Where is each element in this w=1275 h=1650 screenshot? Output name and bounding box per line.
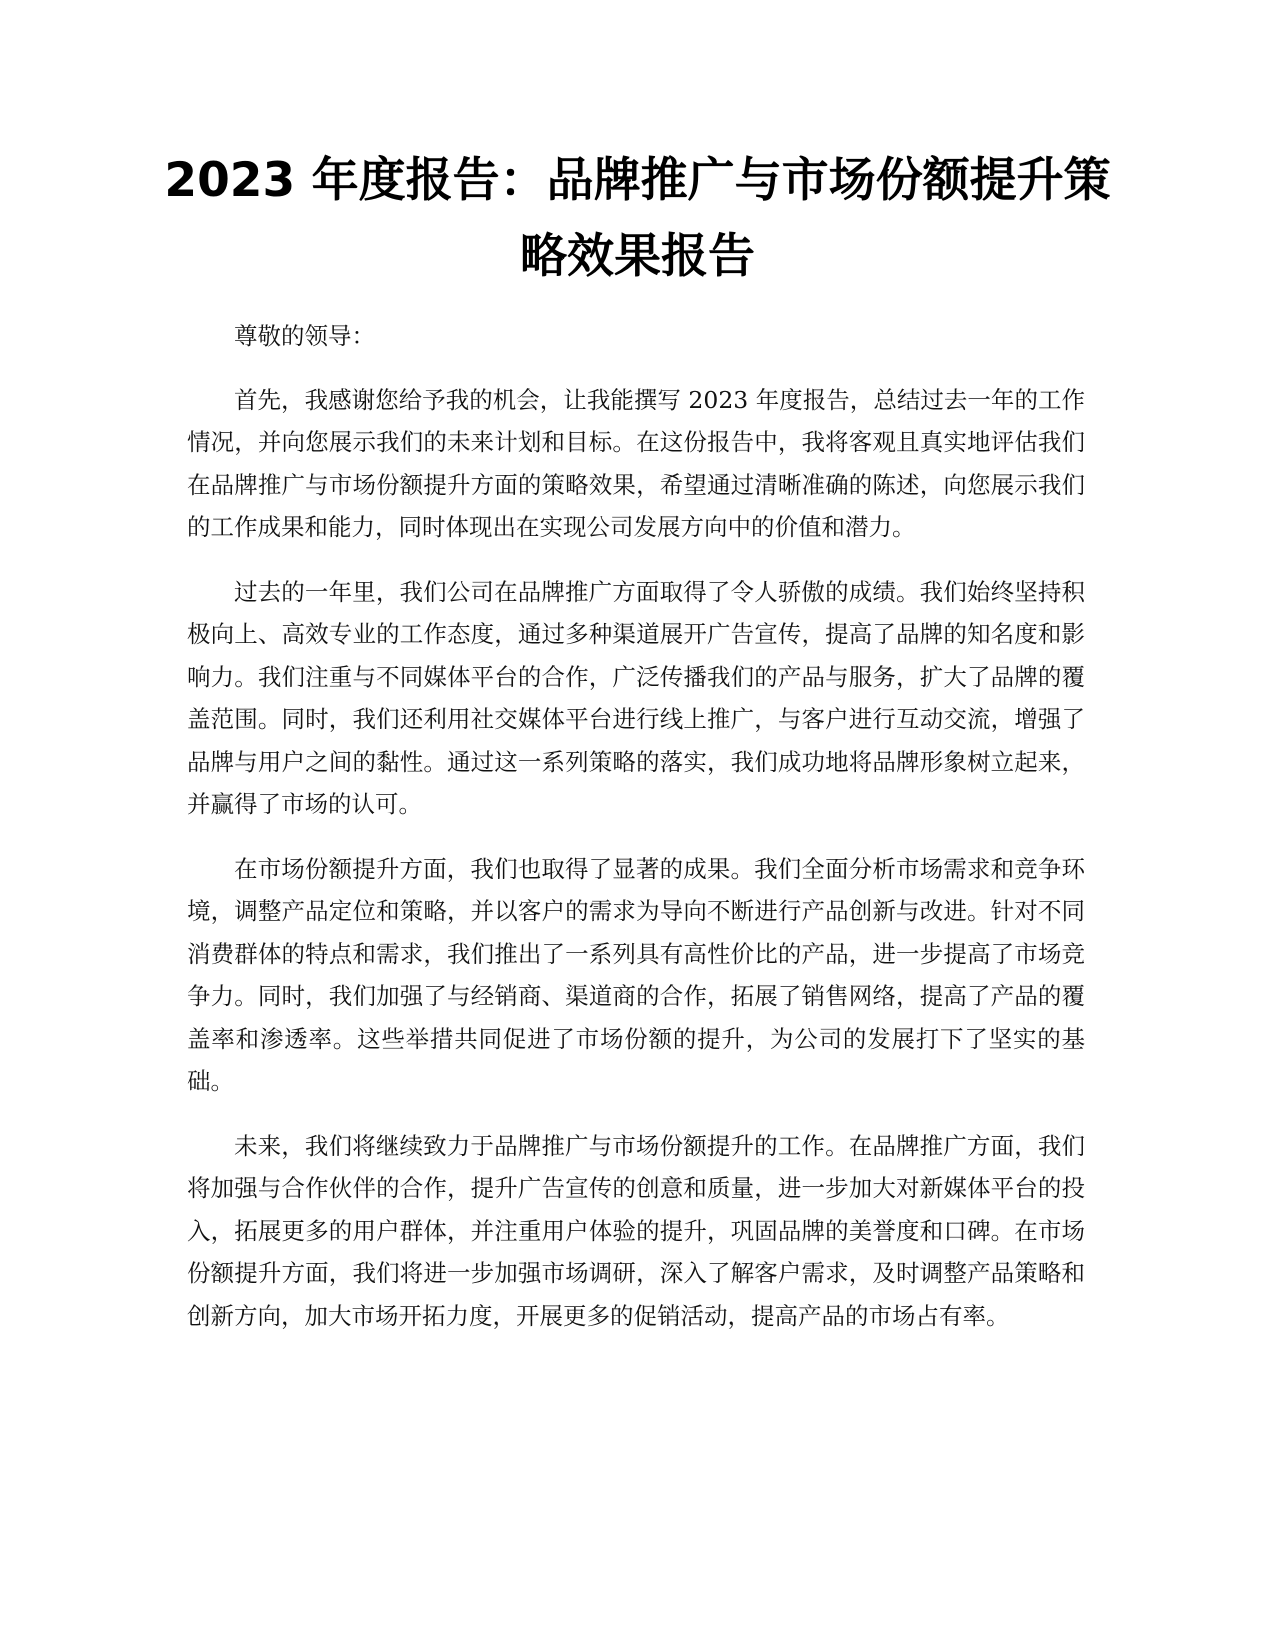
document-body <box>187 315 1085 1359</box>
salutation: 尊敬的领导： <box>234 322 375 350</box>
paragraph-market-share: 在市场份额提升方面，我们也取得了显著的成果。我们全面分析市场需求和竞争环境，调整产品定位和策略，并以客户的需求为导向不断进行产品创新与改进。针对不同消费群体的特点和需求，我们推出了一系列具有高性价比的产品，进一步提高了市场竞争力。同时，我们加强了与经销商、渠道商的合作，拓展了销售网络，提高了产品的覆盖率和渗透率。这些举措共同促进了市场份额的提升，为公司的发展打下了坚实的基础。 <box>187 854 1085 1095</box>
paragraph-intro: 首先，我感谢您给予我的机会，让我能撰写 2023 年度报告，总结过去一年的工作情况，并向您展示我们的未来计划和目标。在这份报告中，我将客观且真实地评估我们在品牌推广与市场份额提升方面的策略效果，希望通过清晰准确的陈述，向您展示我们的工作成果和能力，同时体现出在实现公司发展方向中的价值和潜力。 <box>187 385 1085 541</box>
document-title: 2023 年度报告：品牌推广与市场份额提升策略效果报告 <box>164 153 1111 284</box>
paragraph-brand-promotion: 过去的一年里，我们公司在品牌推广方面取得了令人骄傲的成绩。我们始终坚持积极向上、高效专业的工作态度，通过多种渠道展开广告宣传，提高了品牌的知名度和影响力。我们注重与不同媒体平台的合作，广泛传播我们的产品与服务，扩大了品牌的覆盖范围。同时，我们还利用社交媒体平台进行线上推广，与客户进行互动交流，增强了品牌与用户之间的黏性。通过这一系列策略的落实，我们成功地将品牌形象树立起来，并赢得了市场的认可。 <box>187 577 1085 818</box>
paragraph-future-plans: 未来，我们将继续致力于品牌推广与市场份额提升的工作。在品牌推广方面，我们将加强与合作伙伴的合作，提升广告宣传的创意和质量，进一步加大对新媒体平台的投入，拓展更多的用户群体，并注重用户体验的提升，巩固品牌的美誉度和口碑。在市场份额提升方面，我们将进一步加强市场调研，深入了解客户需求，及时调整产品策略和创新方向，加大市场开拓力度，开展更多的促销活动，提高产品的市场占有率。 <box>187 1131 1085 1330</box>
